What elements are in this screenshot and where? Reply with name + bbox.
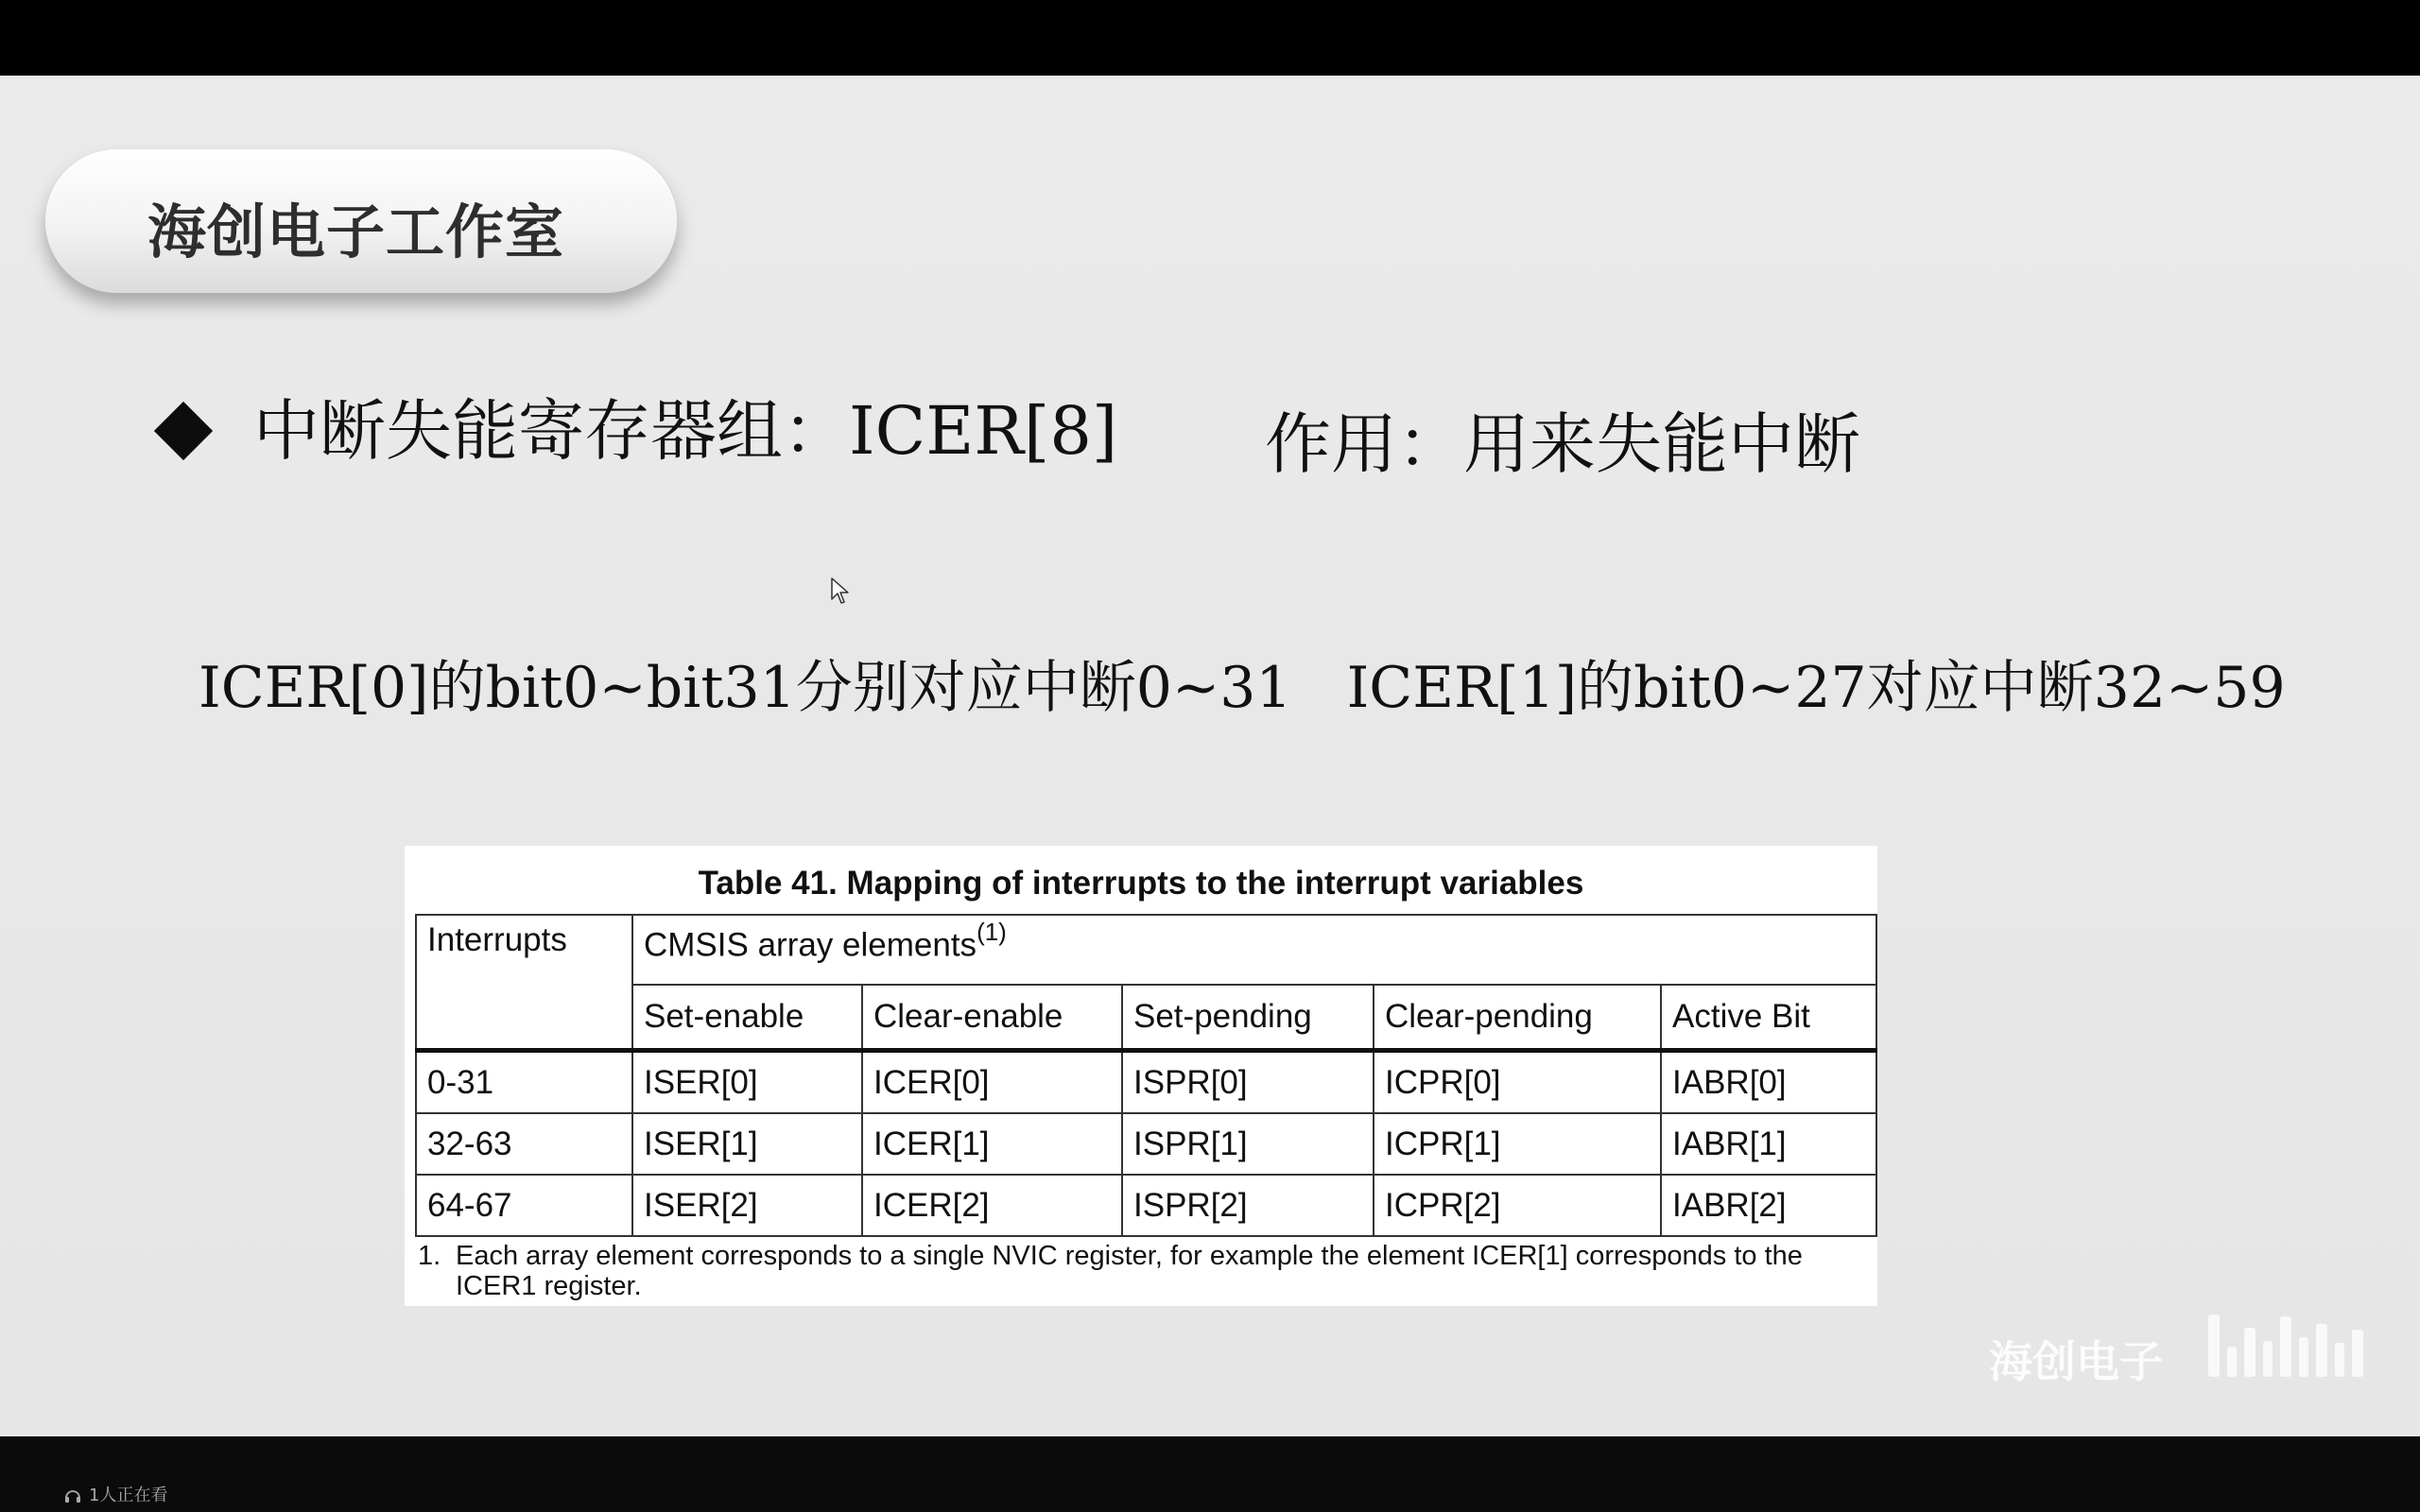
mapping-table <box>415 914 1877 1237</box>
table-cell: ICER[1] <box>862 1113 1122 1175</box>
table-cell: ICPR[2] <box>1374 1175 1661 1236</box>
heading-text: 中断失能寄存器组：ICER[8] <box>253 392 1118 470</box>
mouse-cursor-icon <box>830 576 851 605</box>
subheader-cell: Set-pending <box>1122 985 1374 1051</box>
table-cell: IABR[2] <box>1661 1175 1876 1236</box>
viewer-count <box>64 1482 167 1506</box>
bilibili-logo-icon <box>2204 1309 2375 1384</box>
slide-heading <box>153 378 1117 473</box>
description-left: ICER[0]的bit0~bit31分别对应中断0~31 <box>199 655 1292 721</box>
table-row <box>416 1113 1876 1175</box>
interrupts-header: Interrupts <box>416 915 632 1051</box>
table-cell: ISPR[0] <box>1122 1051 1374 1114</box>
cmsis-header-text: CMSIS array elements <box>644 926 977 964</box>
slide <box>0 76 2420 1436</box>
table-cell: ICPR[0] <box>1374 1051 1661 1114</box>
table-cell: ISER[2] <box>632 1175 862 1236</box>
table-cell: ICER[2] <box>862 1175 1122 1236</box>
cmsis-header <box>632 915 1876 985</box>
table-cell: ISPR[1] <box>1122 1113 1374 1175</box>
table-cell: 64-67 <box>416 1175 632 1236</box>
table-row <box>416 1051 1876 1114</box>
register-description <box>199 643 2286 724</box>
subheader-cell: Set-enable <box>632 985 862 1051</box>
description-right: ICER[1]的bit0~27对应中断32~59 <box>1346 655 2286 721</box>
table-subheader-row <box>416 985 1876 1051</box>
subheader-cell: Active Bit <box>1661 985 1876 1051</box>
table-cell: 32-63 <box>416 1113 632 1175</box>
headphones-icon <box>64 1488 81 1503</box>
subheader-cell: Clear-pending <box>1374 985 1661 1051</box>
bottom-bar <box>0 1436 2420 1512</box>
table-cell: 0-31 <box>416 1051 632 1114</box>
footnote-number: 1. <box>418 1241 441 1271</box>
purpose-text: 作用：用来失能中断 <box>1265 405 1860 483</box>
table-header-row <box>416 915 1876 985</box>
diamond-bullet-icon <box>154 402 213 460</box>
studio-badge-title: 海创电子工作室 <box>147 198 565 266</box>
table-cell: ICPR[1] <box>1374 1113 1661 1175</box>
cmsis-header-footnote-ref: (1) <box>977 918 1007 946</box>
table-cell: ISER[1] <box>632 1113 862 1175</box>
channel-watermark: 海创电子 <box>1989 1336 2163 1387</box>
table-title: Table 41. Mapping of interrupts to the interrupt variables <box>698 865 1584 902</box>
table-row <box>416 1175 1876 1236</box>
studio-badge <box>45 149 677 293</box>
table-cell: ICER[0] <box>862 1051 1122 1114</box>
table-cell: ISPR[2] <box>1122 1175 1374 1236</box>
table-cell: ISER[0] <box>632 1051 862 1114</box>
mapping-table-figure <box>405 846 1877 1306</box>
table-cell: IABR[1] <box>1661 1113 1876 1175</box>
table-cell: IABR[0] <box>1661 1051 1876 1114</box>
subheader-cell: Clear-enable <box>862 985 1122 1051</box>
viewer-count-text: 1人正在看 <box>89 1486 168 1505</box>
footnote-text: Each array element corresponds to a single NVIC register, for example the element ICER[1] corresponds to the ICER1 register. <box>456 1241 1803 1301</box>
